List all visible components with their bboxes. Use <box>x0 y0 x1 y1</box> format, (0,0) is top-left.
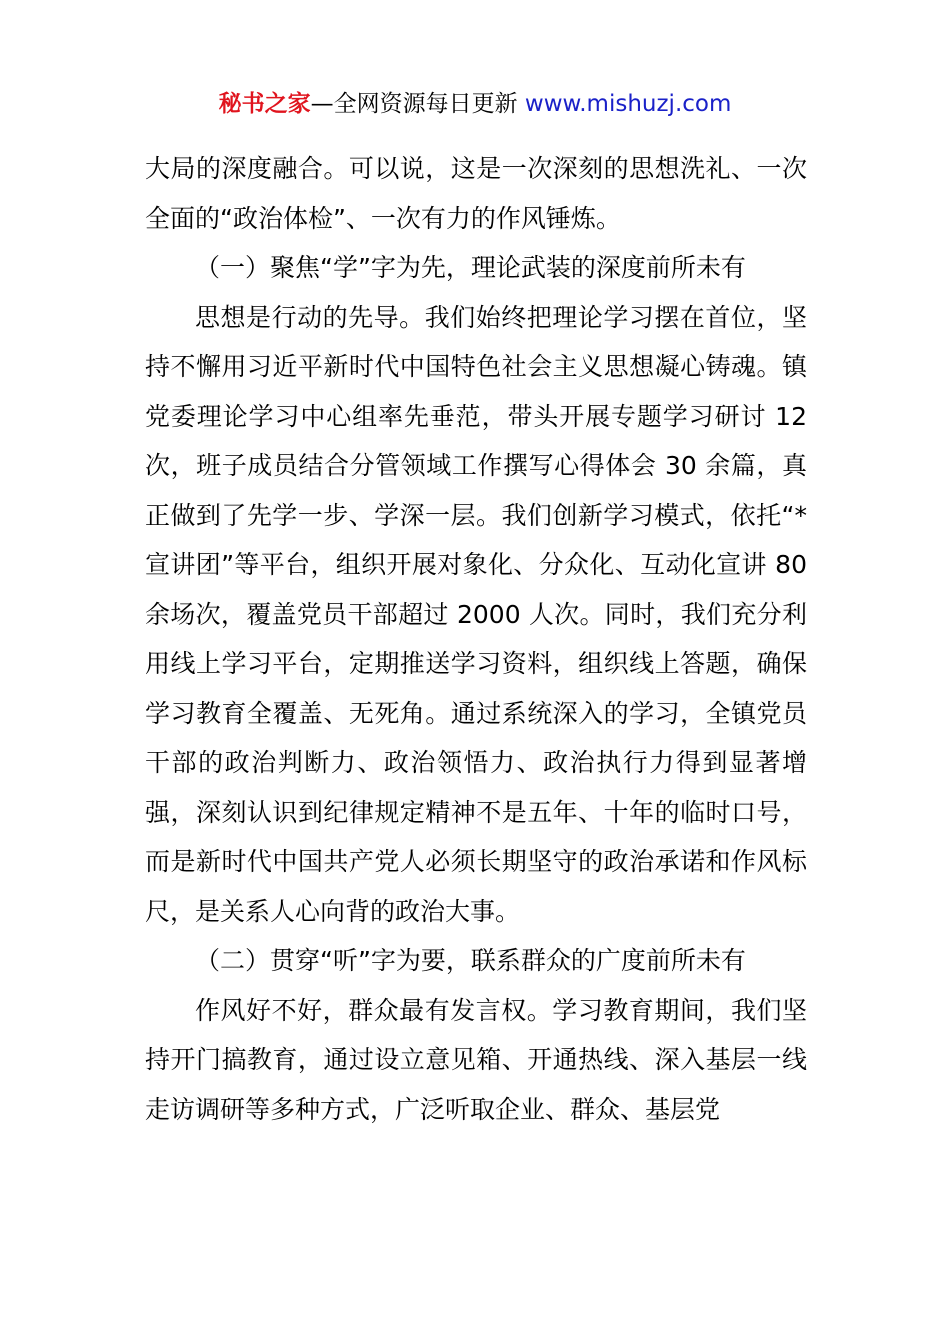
document-body <box>145 144 807 1134</box>
paragraph-continuation: 大局的深度融合。可以说，这是一次深刻的思想洗礼、一次全面的“政治体检”、一次有力的作风锤炼。 <box>145 154 807 233</box>
header-tagline: —全网资源每日更新 <box>310 91 525 117</box>
paragraph-listen-masses: 作风好不好，群众最有发言权。学习教育期间，我们坚持开门搞教育，通过设立意见箱、开通热线、深入基层一线走访调研等多种方式，广泛听取企业、群众、基层党 <box>145 995 807 1124</box>
section-heading-1: （一）聚焦“学”字为先，理论武装的深度前所未有 <box>195 253 746 282</box>
site-url-link[interactable]: www.mishuzj.com <box>524 91 732 117</box>
brand-name: 秘书之家 <box>218 91 311 117</box>
section-heading-2: （二）贯穿“听”字为要，联系群众的广度前所未有 <box>195 946 746 975</box>
paragraph-theory-study: 思想是行动的先导。我们始终把理论学习摆在首位，坚持不懈用习近平新时代中国特色社会主义思想凝心铸魂。镇党委理论学习中心组率先垂范，带头开展专题学习研讨 12 次，班子成员结合分管领域工作撰写心得体会 30 余篇，真正做到了先学一步、学深一层。我们创新学习模式，依托“*宣讲团”等平台，组织开展对象化、分众化、互动化宣讲 80 余场次，覆盖党员干部超过 2000 人次。同时，我们充分利用线上学习平台，定期推送学习资料，组织线上答题，确保学习教育全覆盖、无死角。通过系统深入的学习，全镇党员干部的政治判断力、政治领悟力、政治执行力得到显著增强，深刻认识到纪律规定精神不是五年、十年的临时口号，而是新时代中国共产党人必须长期坚守的政治承诺和作风标尺，是关系人心向背的政治大事。 <box>145 302 807 926</box>
page-header <box>0 86 950 122</box>
